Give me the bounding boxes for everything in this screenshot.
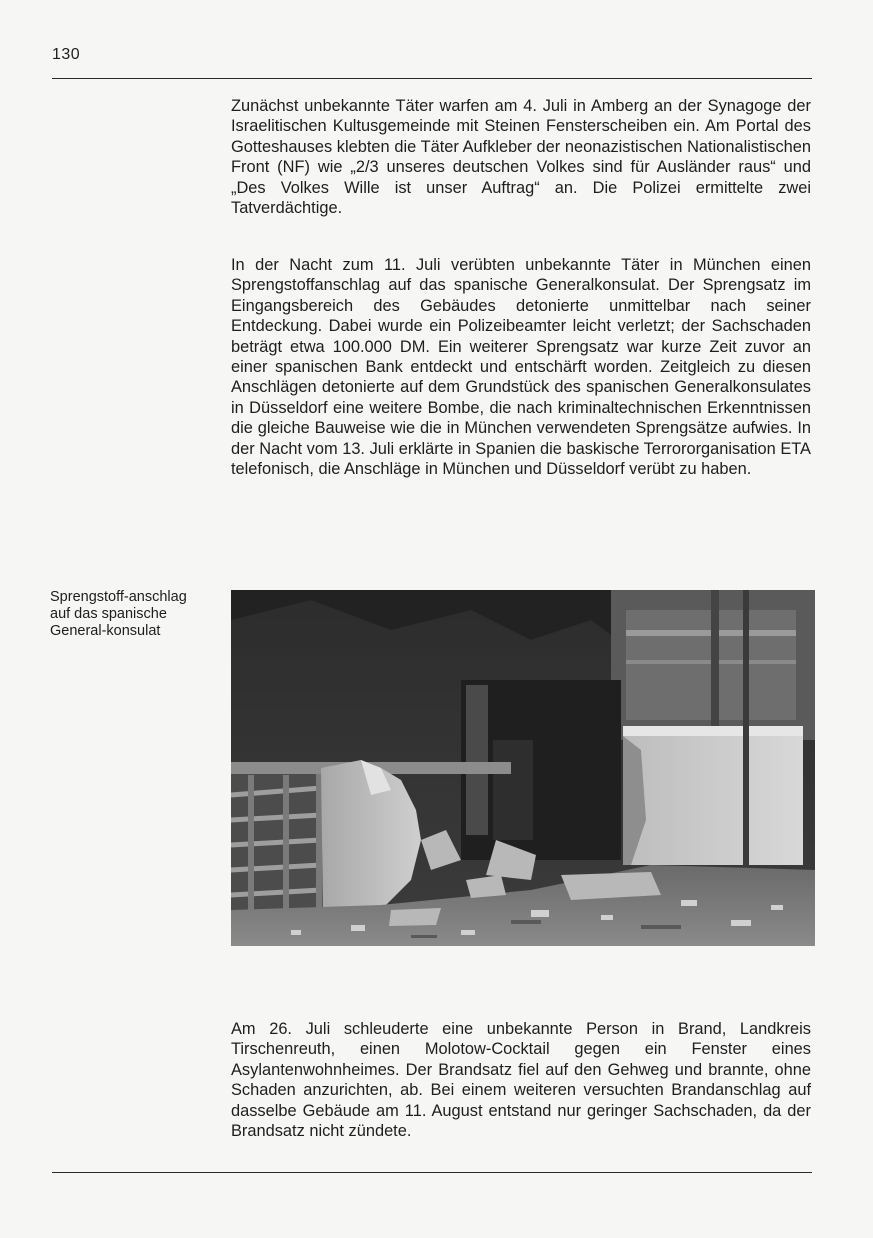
page-number: 130: [52, 46, 81, 63]
paragraph-muenchen: In der Nacht zum 11. Juli verübten unbekannte Täter in München einen Sprengstoffanschlag auf das spanische Generalkonsulat. Der Sprengsatz im Eingangsbereich des Gebäudes detonierte unmittelbar nach seiner Entdeckung. Dabei wurde ein Polizeibeamter leicht verletzt; der Sachschaden beträgt etwa 100.000 DM. Ein weiterer Sprengsatz war kurze Zeit zuvor an einer spanischen Bank entdeckt und entschärft worden. Zeitgleich zu diesen Anschlägen detonierte auf dem Grundstück des spanischen Generalkonsulates in Düsseldorf eine weitere Bombe, die nach kriminaltechnischen Erkenntnissen die gleiche Bauweise wie die in München verwendeten Sprengsätze aufwies. In der Nacht vom 13. Juli erklärte in Spanien die baskische Terrororganisation ETA telefonisch, die Anschläge in München und Düsseldorf verübt zu haben.: [231, 256, 811, 479]
paragraph-tirschenreuth: Am 26. Juli schleuderte eine unbekannte Person in Brand, Landkreis Tirschenreuth, einen Molotow-Cocktail gegen ein Fenster eines Asylantenwohnheimes. Der Brandsatz fiel auf den Gehweg und brannte, ohne Schaden anzurichten, ab. Bei einem weiteren versuchten Brandanschlag auf dasselbe Gebäude am 11. August entstand nur geringer Sachschaden, da der Brandsatz nicht zündete.: [231, 1020, 811, 1141]
destroyed-wall-photo: [231, 590, 815, 946]
margin-note: Sprengstoff-anschlag auf das spanische General-konsulat: [50, 589, 187, 639]
header-rule: [52, 78, 812, 79]
paragraph-amberg: Zunächst unbekannte Täter warfen am 4. Juli in Amberg an der Synagoge der Israelitischen Kultusgemeinde mit Steinen Fensterscheiben ein. Am Portal des Gotteshauses klebten die Täter Aufkleber der neonazistischen Nationalistischen Front (NF) wie „2/3 unseres deutschen Volkes sind für Ausländer raus“ und „Des Volkes Wille ist unser Auftrag“ an. Die Polizei ermittelte zwei Tatverdächtige.: [231, 97, 811, 218]
footer-rule: [52, 1172, 812, 1173]
